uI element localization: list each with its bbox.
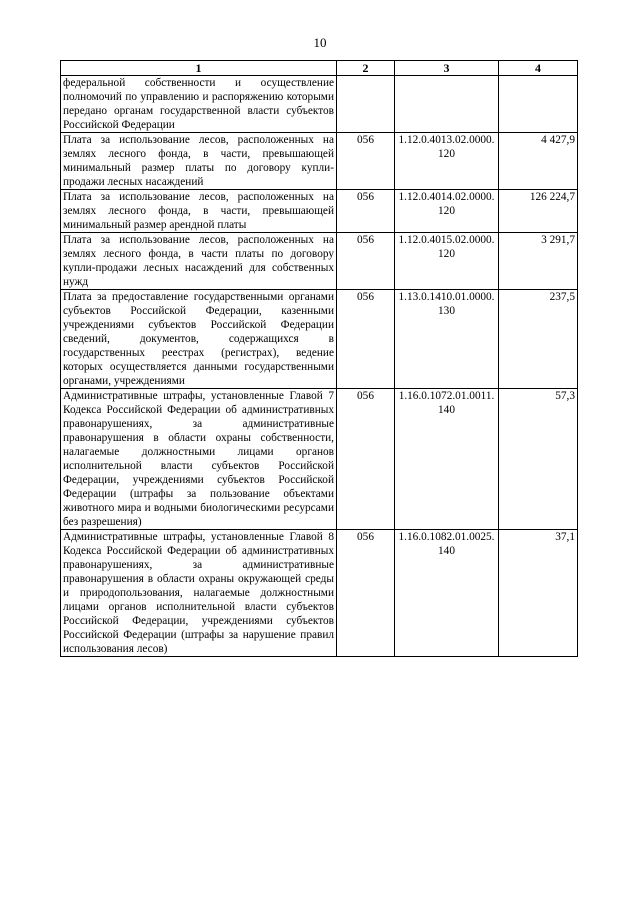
budget-code-cell: 1.12.0.4015.02.0000. 120 <box>395 233 499 290</box>
column-header-2: 2 <box>337 61 395 76</box>
admin-code-cell: 056 <box>337 133 395 190</box>
budget-code-cell: 1.16.0.1072.01.0011. 140 <box>395 389 499 530</box>
table-row <box>61 190 578 233</box>
amount-cell: 3 291,7 <box>499 233 578 290</box>
revenue-name-cell: Плата за использование лесов, расположенных на землях лесного фонда, в части, превышающей минимальный размер арендной платы <box>61 190 337 233</box>
budget-code-cell <box>395 76 499 133</box>
page-number: 10 <box>313 35 327 50</box>
table-row <box>61 290 578 389</box>
revenue-name-cell: Административные штрафы, установленные Главой 7 Кодекса Российской Федерации об административных правонарушениях, за административные правонарушения в области охраны собственности, налагаемые должностными лицами органов исполнительной власти субъектов Российской Федерации, учреждениями субъектов Российской Федерации (штрафы за пользование объектами животного мира и водными биологическими ресурсами без разрешения) <box>61 389 337 530</box>
budget-code-cell: 1.16.0.1082.01.0025. 140 <box>395 530 499 657</box>
budget-code-cell: 1.12.0.4013.02.0000. 120 <box>395 133 499 190</box>
amount-cell: 57,3 <box>499 389 578 530</box>
table-row <box>61 133 578 190</box>
admin-code-cell: 056 <box>337 389 395 530</box>
amount-cell: 37,1 <box>499 530 578 657</box>
budget-code-cell: 1.13.0.1410.01.0000. 130 <box>395 290 499 389</box>
table-row <box>61 530 578 657</box>
budget-code-cell: 1.12.0.4014.02.0000. 120 <box>395 190 499 233</box>
table-row <box>61 233 578 290</box>
admin-code-cell: 056 <box>337 190 395 233</box>
amount-cell: 4 427,9 <box>499 133 578 190</box>
admin-code-cell: 056 <box>337 530 395 657</box>
admin-code-cell <box>337 76 395 133</box>
admin-code-cell: 056 <box>337 233 395 290</box>
table-header-row <box>61 61 578 76</box>
column-header-1: 1 <box>61 61 337 76</box>
amount-cell <box>499 76 578 133</box>
revenue-name-cell: Плата за использование лесов, расположенных на землях лесного фонда, в части платы по договору купли-продажи лесных насаждений для собственных нужд <box>61 233 337 290</box>
budget-revenue-table <box>60 60 578 657</box>
revenue-name-cell: Плата за использование лесов, расположенных на землях лесного фонда, в части, превышающей минимальный размер платы по договору купли-продажи лесных насаждений <box>61 133 337 190</box>
table-row <box>61 76 578 133</box>
admin-code-cell: 056 <box>337 290 395 389</box>
revenue-name-cell: Административные штрафы, установленные Главой 8 Кодекса Российской Федерации об административных правонарушениях, за административные правонарушения в области охраны окружающей среды и природопользования, налагаемые должностными лицами органов исполнительной власти субъектов Российской Федерации, учреждениями субъектов Российской Федерации (штрафы за нарушение правил использования лесов) <box>61 530 337 657</box>
revenue-name-cell: федеральной собственности и осуществление полномочий по управлению и распоряжению которыми передано органам государственной власти субъектов Российской Федерации <box>61 76 337 133</box>
table-row <box>61 389 578 530</box>
revenue-name-cell: Плата за предоставление государственными органами субъектов Российской Федерации, казенными учреждениями субъектов Российской Федерации сведений, документов, содержащихся в государственных реестрах (регистрах), ведение которых осуществляется данными государственными органами, учреждениями <box>61 290 337 389</box>
column-header-3: 3 <box>395 61 499 76</box>
amount-cell: 237,5 <box>499 290 578 389</box>
column-header-4: 4 <box>499 61 578 76</box>
amount-cell: 126 224,7 <box>499 190 578 233</box>
